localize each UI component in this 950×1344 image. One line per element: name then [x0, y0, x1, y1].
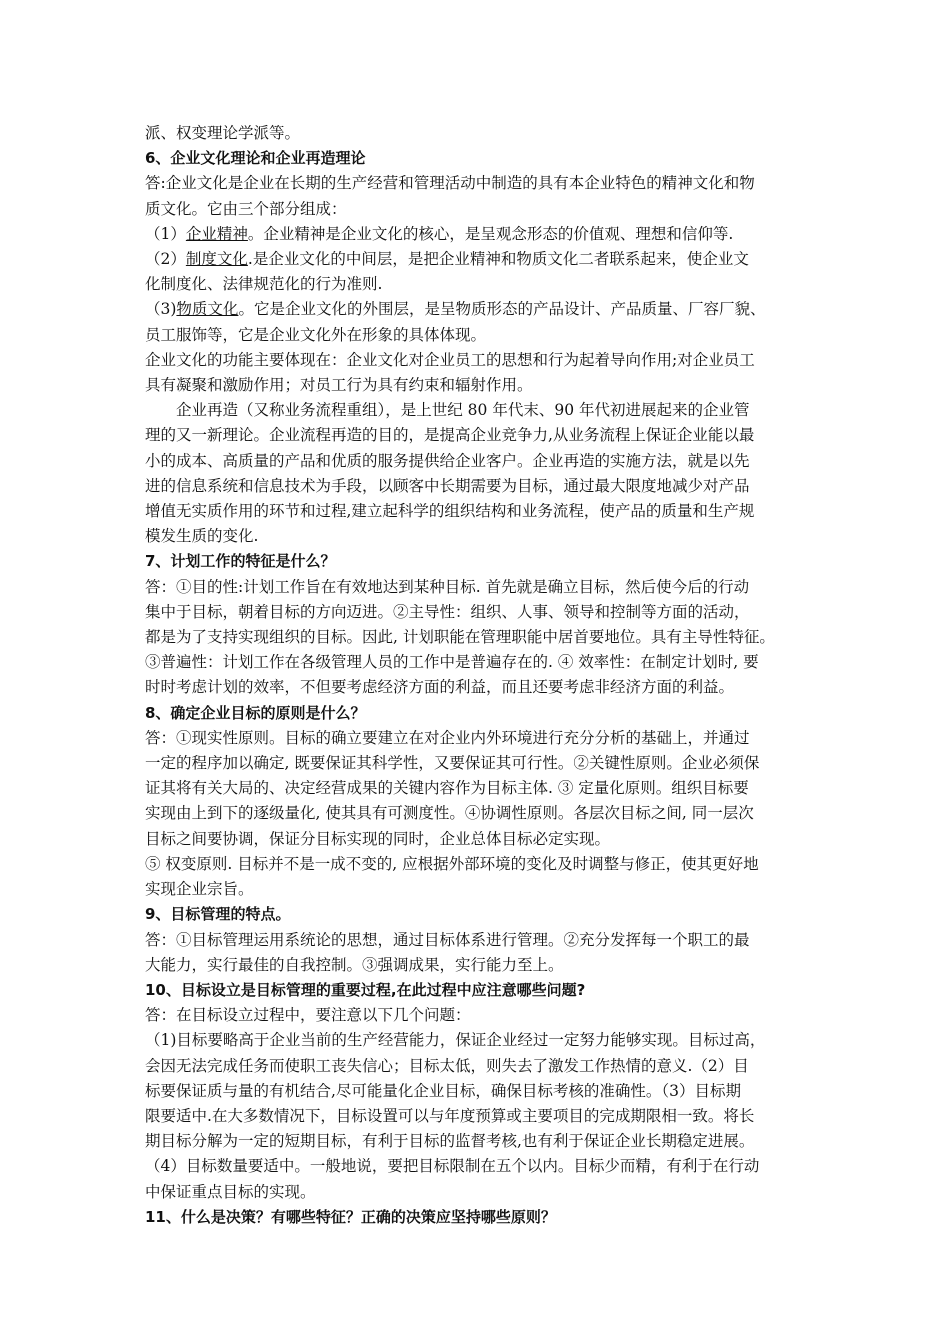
item-number: （1） — [145, 224, 186, 243]
paragraph-line: 员工服饰等，它是企业文化外在形象的具体体现。 — [145, 325, 487, 344]
paragraph-line: 进的信息系统和信息技术为手段，以顾客中长期需要为目标，通过最大限度地减少对产品 — [145, 476, 750, 495]
paragraph-line: 限要适中.在大多数情况下，目标设置可以与年度预算或主要项目的完成期限相一致。将长 — [145, 1106, 755, 1125]
item-text: .是企业文化的中间层，是把企业精神和物质文化二者联系起来，使企业文 — [247, 250, 749, 269]
paragraph-line: 答：①现实性原则。目标的确立要建立在对企业内外环境进行充分分析的基础上，并通过 — [145, 728, 750, 747]
paragraph-line — [145, 297, 813, 322]
item-number: （3) — [145, 300, 177, 319]
paragraph-line: （4）目标数量要适中。一般地说，要把目标限制在五个以内。目标少而精，有利于在行动 — [145, 1157, 760, 1176]
section-heading: 8、确定企业目标的原则是什么？ — [145, 703, 366, 722]
section-heading: 10、目标设立是目标管理的重要过程,在此过程中应注意哪些问题? — [145, 980, 586, 999]
paragraph-line: （1)目标要略高于企业当前的生产经营能力，保证企业经过一定努力能够实现。目标过高， — [145, 1031, 766, 1050]
paragraph-line: 证其将有关大局的、决定经营成果的关键内容作为目标主体. ③ 定量化原则。组织目标要 — [145, 779, 749, 798]
paragraph-line: 答：在目标设立过程中，要注意以下几个问题： — [145, 1006, 471, 1025]
document-page — [145, 121, 813, 1230]
paragraph-line: 实现由上到下的逐级量化, 使其具有可测度性。④协调性原则。各层次目标之间, 同一层次 — [145, 804, 754, 823]
paragraph-line: 理的又一新理论。企业流程再造的目的，是提高企业竞争力,从业务流程上保证企业能以最 — [145, 426, 755, 445]
paragraph-line: 标要保证质与量的有机结合,尽可能量化企业目标，确保目标考核的准确性。（3）目标期 — [145, 1081, 742, 1100]
paragraph-line: 集中于目标，朝着目标的方向迈进。②主导性：组织、人事、领导和控制等方面的活动， — [145, 602, 750, 621]
paragraph-line: 期目标分解为一定的短期目标，有利于目标的监督考核,也有利于保证企业长期稳定进展。 — [145, 1132, 755, 1151]
section-heading: 7、计划工作的特征是什么？ — [145, 552, 336, 571]
paragraph-line: 实现企业宗旨。 — [145, 880, 254, 899]
paragraph-line: 小的成本、高质量的产品和优质的服务提供给企业客户。企业再造的实施方法，就是以先 — [145, 451, 750, 470]
paragraph-line: 具有凝聚和激励作用；对员工行为具有约束和辐射作用。 — [145, 376, 533, 395]
paragraph-line: 答:企业文化是企业在长期的生产经营和管理活动中制造的具有本企业特色的精神文化和物 — [145, 174, 755, 193]
paragraph-line: 会因无法完成任务而使职工丧失信心；目标太低，则失去了激发工作热情的意义.（2）目 — [145, 1056, 749, 1075]
paragraph-line — [145, 247, 813, 272]
underlined-term: 制度文化 — [185, 250, 248, 269]
paragraph-line: 答：①目的性:计划工作旨在有效地达到某种目标. 首先就是确立目标，然后使今后的行动 — [145, 577, 750, 596]
section-heading: 11、什么是决策？有哪些特征？正确的决策应坚持哪些原则？ — [145, 1207, 556, 1226]
paragraph-line: 都是为了支持实现组织的目标。因此, 计划职能在管理职能中居首要地位。具有主导性特征。 — [145, 628, 775, 647]
item-text: 。企业精神是企业文化的核心，是呈观念形态的价值观、理想和信仰等. — [247, 224, 734, 243]
paragraph-line: 企业文化的功能主要体现在：企业文化对企业员工的思想和行为起着导向作用;对企业员工 — [145, 350, 755, 369]
paragraph-line: 答：①目标管理运用系统论的思想，通过目标体系进行管理。②充分发挥每一个职工的最 — [145, 930, 750, 949]
underlined-term: 企业精神 — [185, 224, 248, 243]
paragraph-line: 一定的程序加以确定, 既要保证其科学性，又要保证其可行性。②关键性原则。企业必须保 — [145, 754, 760, 773]
section-heading: 6、企业文化理论和企业再造理论 — [145, 149, 366, 168]
paragraph-line: 时时考虑计划的效率，不但要考虑经济方面的利益，而且还要考虑非经济方面的利益。 — [145, 678, 735, 697]
paragraph-line: 派、权变理论学派等。 — [145, 124, 301, 142]
paragraph-line: 化制度化、法律规范化的行为准则. — [145, 275, 383, 294]
section-heading: 9、目标管理的特点。 — [145, 905, 291, 924]
paragraph-line: 目标之间要协调，保证分目标实现的同时，企业总体目标必定实现。 — [145, 829, 611, 848]
paragraph-line: ③普遍性：计划工作在各级管理人员的工作中是普遍存在的. ④ 效率性：在制定计划时, 要 — [145, 653, 759, 672]
paragraph-line: 增值无实质作用的环节和过程,建立起科学的组织结构和业务流程，使产品的质量和生产规 — [145, 502, 755, 521]
paragraph-line: 大能力，实行最佳的自我控制。③强调成果，实行能力至上。 — [145, 955, 564, 974]
paragraph-line: 模发生质的变化. — [145, 527, 259, 546]
paragraph-line: ⑤ 权变原则. 目标并不是一成不变的, 应根据外部环境的变化及时调整与修正，使其更好地 — [145, 854, 759, 873]
paragraph-line: 企业再造（又称业务流程重组），是上世纪 80 年代末、90 年代初进展起来的企业管 — [176, 401, 750, 420]
item-number: （2） — [145, 250, 186, 269]
paragraph-line — [145, 222, 813, 247]
paragraph-line: 中保证重点目标的实现。 — [145, 1182, 316, 1201]
item-text: 。它是企业文化的外围层，是呈物质形态的产品设计、产品质量、厂容厂貌、 — [238, 300, 766, 319]
underlined-term: 物质文化 — [176, 300, 239, 319]
paragraph-line: 质文化。它由三个部分组成： — [145, 199, 347, 218]
